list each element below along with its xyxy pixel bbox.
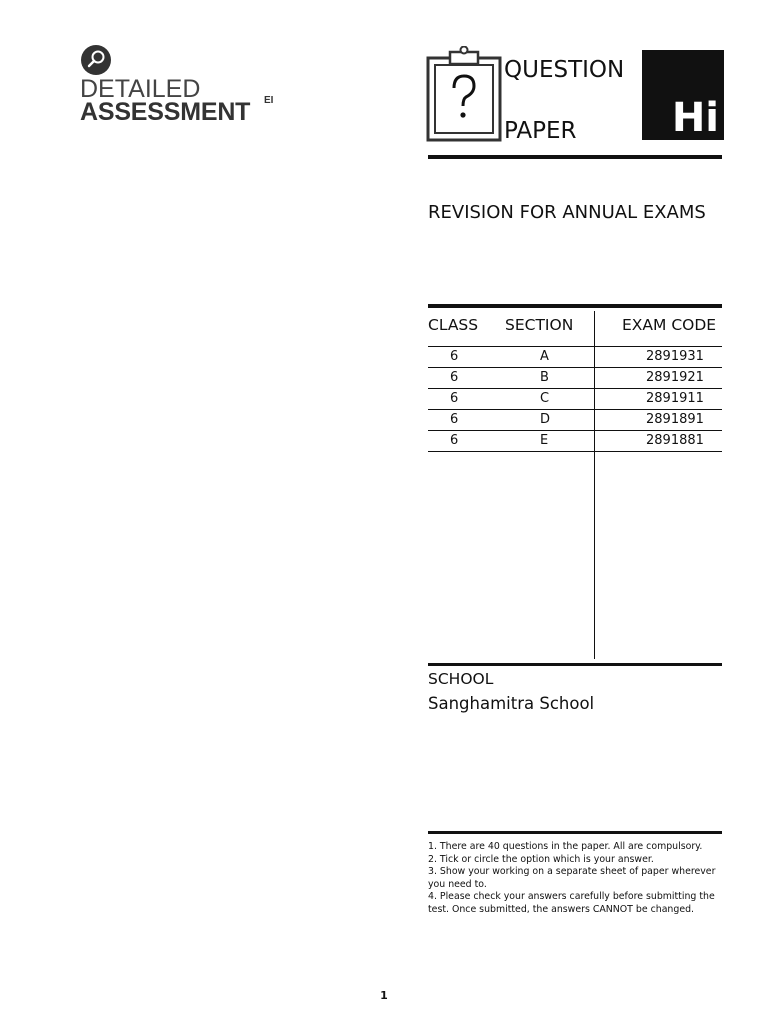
table-row <box>428 347 722 368</box>
instructions-divider <box>428 831 722 834</box>
cell-section: C <box>540 391 550 406</box>
table-top-divider <box>428 304 722 308</box>
table-row <box>428 431 722 452</box>
cell-class: 6 <box>450 412 459 427</box>
instruction-item: 3. Show your working on a separate sheet of paper wherever you need to. <box>428 866 716 890</box>
logo-line2: ASSESSMENT <box>80 98 251 126</box>
cell-exam-code: 2891891 <box>646 412 704 427</box>
cell-section: D <box>540 412 551 427</box>
table-row <box>428 389 722 410</box>
title-question: QUESTION <box>504 57 625 83</box>
instructions <box>428 841 720 916</box>
language-badge <box>642 50 724 140</box>
title-paper: PAPER <box>504 118 577 144</box>
cell-section: B <box>540 370 549 385</box>
table-row <box>428 368 722 389</box>
school-divider <box>428 663 722 666</box>
table-row <box>428 410 722 431</box>
cell-section: A <box>540 349 549 364</box>
logo-superscript: EI <box>264 95 274 106</box>
instruction-item: 2. Tick or circle the option which is your answer. <box>428 853 654 865</box>
logo-line1: DETAILED <box>80 75 201 103</box>
cell-exam-code: 2891921 <box>646 370 704 385</box>
cell-class: 6 <box>450 433 459 448</box>
revision-title: REVISION FOR ANNUAL EXAMS <box>428 202 706 223</box>
cell-exam-code: 2891911 <box>646 391 704 406</box>
magnifier-icon <box>81 45 111 75</box>
cell-class: 6 <box>450 349 459 364</box>
header-class: CLASS <box>428 316 479 334</box>
detailed-assessment-logo <box>80 44 274 128</box>
school-name: Sanghamitra School <box>428 694 595 713</box>
cell-class: 6 <box>450 391 459 406</box>
cell-exam-code: 2891931 <box>646 349 704 364</box>
instruction-item: 1. There are 40 questions in the paper. All are compulsory. <box>428 841 703 852</box>
clipboard-question-icon <box>426 46 502 142</box>
header-exam-code: EXAM CODE <box>622 316 717 334</box>
school-label: SCHOOL <box>428 670 494 688</box>
header-divider <box>428 155 722 159</box>
language-badge-label: Hi <box>671 95 719 141</box>
instruction-item: 4. Please check your answers carefully before submitting the test. Once submitted, the answers CANNOT be changed. <box>428 891 715 915</box>
cell-section: E <box>540 433 549 448</box>
page-number: 1 <box>380 989 388 1002</box>
header-section: SECTION <box>505 316 574 334</box>
cell-exam-code: 2891881 <box>646 433 704 448</box>
cell-class: 6 <box>450 370 459 385</box>
